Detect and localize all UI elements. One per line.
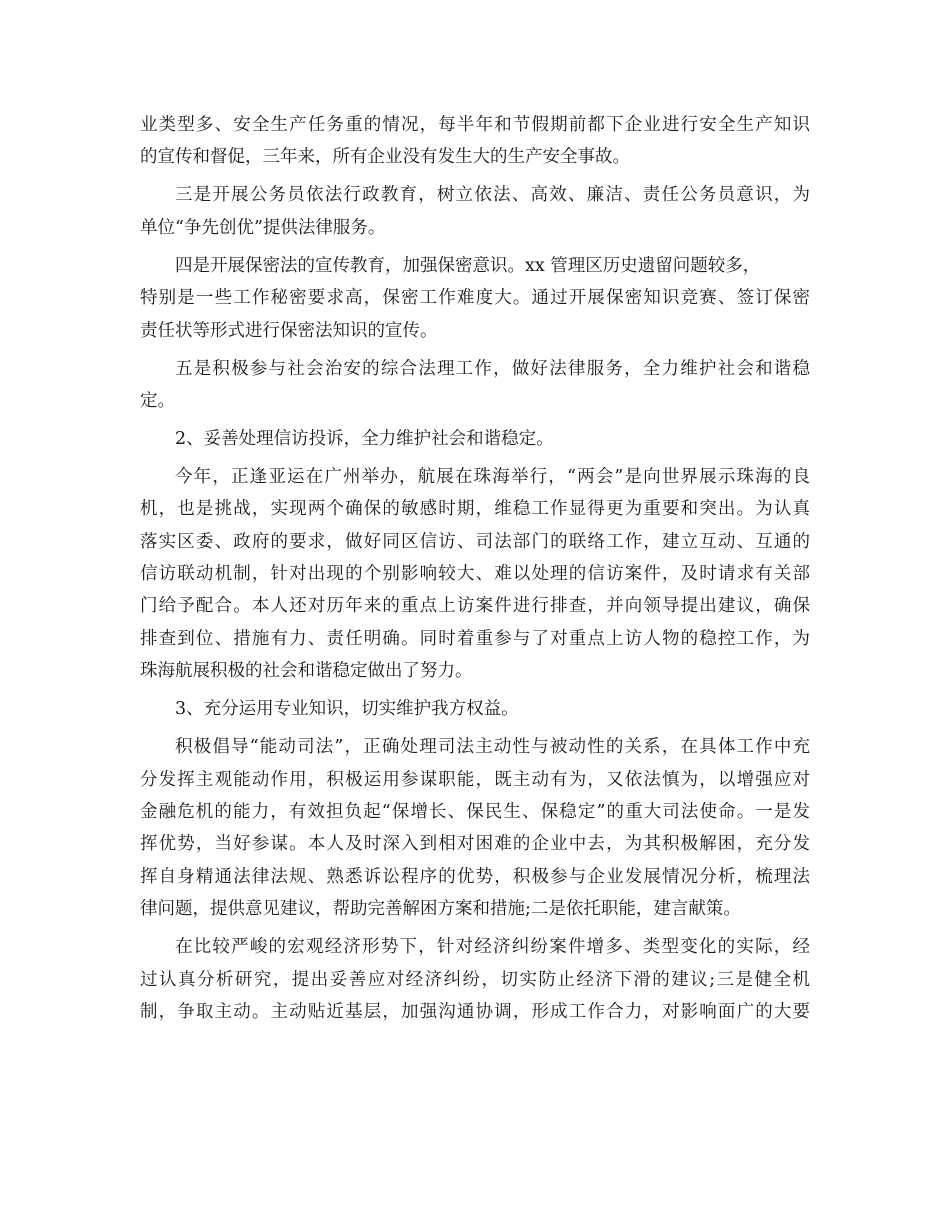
text-line: 珠海航展积极的社会和谐稳定做出了努力。 xyxy=(140,661,473,682)
section-heading xyxy=(140,693,810,725)
text-line: 过认真分析研究，提出妥善应对经济纠纷，切实防止经济下滑的建议;三是健全机 xyxy=(140,969,810,990)
text-line: 门给予配合。本人还对历年来的重点上访案件进行排查，并向领导提出建议，确保 xyxy=(140,596,810,617)
text-line: 3、充分运用专业知识，切实维护我方权益。 xyxy=(175,699,519,720)
text-line: 金融危机的能力，有效担负起“保增长、保民生、保稳定”的重大司法使命。一是发 xyxy=(140,801,810,822)
text-line: 责任状等形式进行保密法知识的宣传。 xyxy=(140,320,438,341)
paragraph xyxy=(140,250,810,347)
text-line: 制，争取主动。主动贴近基层，加强沟通协调，形成工作合力，对影响面广的大要 xyxy=(140,1001,810,1022)
text-line: 定。 xyxy=(140,390,175,411)
text-line: 五是积极参与社会治安的综合法理工作，做好法律服务，全力维护社会和谐稳 xyxy=(175,358,810,379)
text-line: 信访联动机制，针对出现的个别影响较大、难以处理的信访案件，及时请求有关部 xyxy=(140,564,810,585)
text-line: 落实区委、政府的要求，做好同区信访、司法部门的联络工作，建立互动、互通的 xyxy=(140,531,810,552)
section-heading xyxy=(140,423,810,455)
text-line: 四是开展保密法的宣传教育，加强保密意识。xx 管理区历史遗留问题较多， xyxy=(175,255,761,276)
paragraph xyxy=(140,353,810,418)
text-line: 分发挥主观能动作用，积极运用参谋职能，既主动有为，又依法慎为，以增强应对 xyxy=(140,769,810,790)
text-line: 排查到位、措施有力、责任明确。同时着重参与了对重点上访人物的稳控工作，为 xyxy=(140,628,810,649)
text-line: 挥自身精通法律法规、熟悉诉讼程序的优势，积极参与企业发展情况分析，梳理法 xyxy=(140,866,810,887)
paragraph xyxy=(140,179,810,244)
text-line: 在比较严峻的宏观经济形势下，针对经济纠纷案件增多、类型变化的实际，经 xyxy=(175,937,810,958)
text-line: 积极倡导“能动司法”，正确处理司法主动性与被动性的关系，在具体工作中充 xyxy=(175,737,810,758)
text-line: 挥优势，当好参谋。本人及时深入到相对困难的企业中去，为其积极解困，充分发 xyxy=(140,834,810,855)
text-line: 单位“争先创优”提供法律服务。 xyxy=(140,217,386,238)
text-line: 特别是一些工作秘密要求高，保密工作难度大。通过开展保密知识竞赛、签订保密 xyxy=(140,288,810,309)
paragraph xyxy=(140,731,810,925)
text-line: 今年，正逢亚运在广州举办，航展在珠海举行，“两会”是向世界展示珠海的良 xyxy=(175,466,810,487)
document-body xyxy=(140,109,810,1028)
text-line: 三是开展公务员依法行政教育，树立依法、高效、廉洁、责任公务员意识，为 xyxy=(175,185,810,206)
paragraph xyxy=(140,461,810,688)
text-line: 机，也是挑战，实现两个确保的敏感时期，维稳工作显得更为重要和突出。为认真 xyxy=(140,499,810,520)
text-line: 2、妥善处理信访投诉，全力维护社会和谐稳定。 xyxy=(175,428,554,449)
text-line: 律问题，提供意见建议，帮助完善解困方案和措施;二是依托职能，建言献策。 xyxy=(140,899,741,920)
paragraph xyxy=(140,931,810,1028)
text-line: 业类型多、安全生产任务重的情况，每半年和节假期前都下企业进行安全生产知识 xyxy=(140,115,810,135)
paragraph xyxy=(140,109,810,174)
text-line: 的宣传和督促，三年来，所有企业没有发生大的生产安全事故。 xyxy=(140,147,630,168)
